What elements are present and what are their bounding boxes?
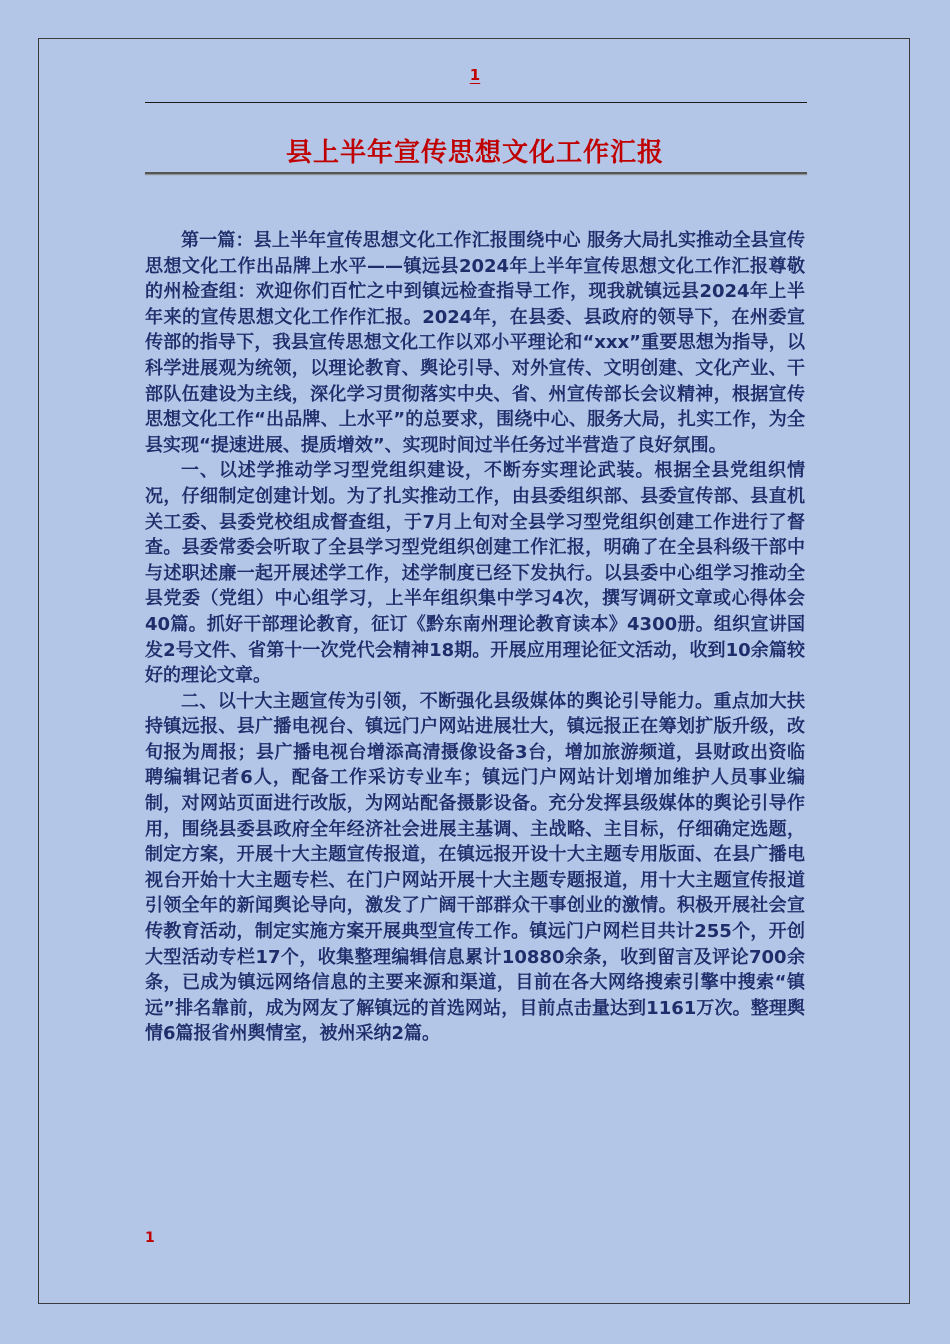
paragraph-section-1: 一、以述学推动学习型党组织建设，不断夯实理论武装。根据全县党组织情况，仔细制定创建计划。为了扎实推动工作，由县委组织部、县委宣传部、县直机关工委、县委党校组成督查组，于7月上旬对全县学习型党组织创建工作进行了督查。县委常委会听取了全县学习型党组织创建工作汇报，明确了在全县科级干部中与述职述廉一起开展述学工作，述学制度已经下发执行。以县委中心组学习推动全县党委（党组）中心组学习，上半年组织集中学习4次，撰写调研文章或心得体会40篇。抓好干部理论教育，征订《黔东南州理论教育读本》4300册。组织宣讲国发2号文件、省第十一次党代会精神18期。开展应用理论征文活动，收到10余篇较好的理论文章。: [145, 460, 805, 687]
document-title: 县上半年宣传思想文化工作汇报: [285, 138, 664, 168]
header-divider: [145, 102, 807, 103]
title-divider: [145, 172, 807, 174]
footer-page-number: 1: [145, 1230, 155, 1246]
paragraph-section-2: 二、以十大主题宣传为引领，不断强化县级媒体的舆论引导能力。重点加大扶持镇远报、县广播电视台、镇远门户网站进展壮大，镇远报正在筹划扩版升级，改旬报为周报；县广播电视台增添高清摄像设备3台，增加旅游频道，县财政出资临聘编辑记者6人，配备工作采访专业车；镇远门户网站计划增加维护人员事业编制，对网站页面进行改版，为网站配备摄影设备。充分发挥县级媒体的舆论引导作用，围绕县委县政府全年经济社会进展主基调、主战略、主目标，仔细确定选题，制定方案，开展十大主题宣传报道，在镇远报开设十大主题专用版面、在县广播电视台开始十大主题专栏、在门户网站开展十大主题专题报道，用十大主题宣传报道引领全年的新闻舆论导向，激发了广阔干部群众干事创业的激情。积极开展社会宣传教育活动，制定实施方案开展典型宣传工作。镇远门户网栏目共计255个，开创大型活动专栏17个，收集整理编辑信息累计10880余条，收到留言及评论700余条，已成为镇远网络信息的主要来源和渠道，目前在各大网络搜索引擎中搜索“镇远”排名靠前，成为网友了解镇远的首选网站，目前点击量达到1161万次。整理舆情6篇报省州舆情室，被州采纳2篇。: [145, 690, 805, 1045]
paragraph-intro: 第一篇：县上半年宣传思想文化工作汇报围绕中心 服务大局扎实推动全县宣传思想文化工作出品牌上水平——镇远县2024年上半年宣传思想文化工作汇报尊敬的州检查组：欢迎你们百忙之中到镇远检查指导工作，现我就镇远县2024年上半年来的宣传思想文化工作作汇报。2024年，在县委、县政府的领导下，在州委宣传部的指导下，我县宣传思想文化工作以邓小平理论和“xxx”重要思想为指导，以科学进展观为统领，以理论教育、舆论引导、对外宣传、文明创建、文化产业、干部队伍建设为主线，深化学习贯彻落实中央、省、州宣传部长会议精神，根据宣传思想文化工作“出品牌、上水平”的总要求，围绕中心、服务大局，扎实工作，为全县实现“提速进展、提质增效”、实现时间过半任务过半营造了良好氛围。: [145, 230, 805, 456]
document-body: [145, 228, 805, 1047]
header-page-number: 1: [469, 66, 481, 84]
